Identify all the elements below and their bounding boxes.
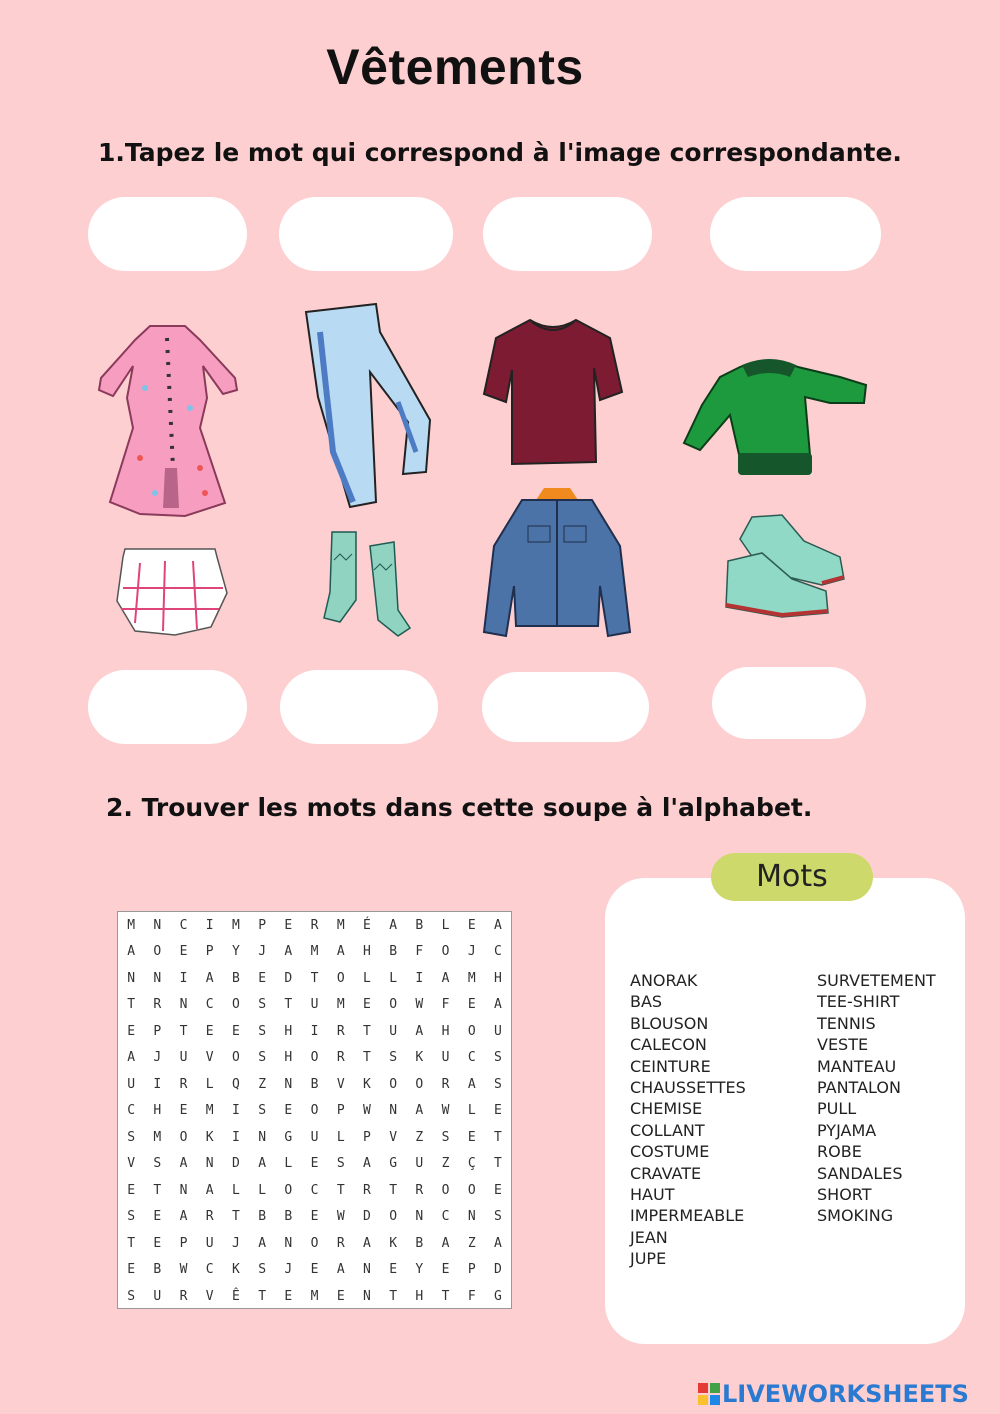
answer-box-2[interactable] (279, 197, 453, 271)
grid-letter[interactable]: E (310, 1262, 319, 1278)
grid-letter[interactable]: E (153, 1209, 162, 1225)
grid-letter[interactable]: E (494, 1182, 502, 1198)
grid-letter[interactable]: E (310, 1156, 319, 1172)
grid-letter[interactable]: Z (441, 1156, 450, 1172)
grid-letter[interactable]: K (415, 1050, 424, 1066)
word-item: MANTEAU (817, 1056, 897, 1076)
grid-letter[interactable]: O (389, 1076, 398, 1092)
grid-letter[interactable]: A (205, 970, 214, 986)
word-item: JEAN (630, 1227, 668, 1247)
grid-letter[interactable]: E (494, 1103, 502, 1119)
word-item: CHAUSSETTES (630, 1077, 746, 1097)
grid-letter[interactable]: E (258, 970, 267, 986)
grid-letter[interactable]: K (232, 1262, 240, 1278)
grid-letter[interactable]: N (258, 1129, 267, 1145)
word-item: CRAVATE (630, 1163, 702, 1183)
grid-letter[interactable]: Ê (232, 1288, 240, 1304)
grid-letter[interactable]: M (153, 1129, 162, 1145)
word-item: SMOKING (817, 1206, 894, 1226)
grid-letter[interactable]: H (153, 1103, 162, 1119)
grid-letter[interactable]: B (415, 917, 424, 933)
grid-letter[interactable]: O (467, 1023, 476, 1039)
page-title: Vêtements (326, 39, 584, 95)
socks-image (318, 530, 414, 640)
grid-letter[interactable]: O (232, 1050, 240, 1066)
grid-row (118, 1018, 511, 1045)
grid-letter[interactable]: É (363, 917, 371, 933)
grid-letter[interactable]: A (284, 944, 293, 960)
grid-letter[interactable]: C (467, 1050, 476, 1066)
grid-letter[interactable]: N (389, 1103, 398, 1119)
grid-letter[interactable]: S (127, 1209, 136, 1225)
question-2: 2. Trouver les mots dans cette soupe à l'alphabet. (106, 793, 813, 822)
grid-letter[interactable]: T (494, 1129, 502, 1145)
grid-letter[interactable]: N (363, 1262, 371, 1278)
word-item: CALECON (630, 1035, 707, 1055)
grid-letter[interactable]: A (258, 1235, 267, 1251)
grid-letter[interactable]: B (284, 1209, 293, 1225)
grid-letter[interactable]: T (127, 997, 136, 1013)
grid-letter[interactable]: N (205, 1156, 214, 1172)
grid-letter[interactable]: M (310, 944, 319, 960)
grid-letter[interactable]: C (441, 1209, 450, 1225)
grid-letter[interactable]: K (363, 1076, 371, 1092)
word-item: ANORAK (630, 971, 698, 990)
grid-letter[interactable]: I (232, 1103, 240, 1119)
grid-letter[interactable]: P (153, 1023, 162, 1039)
grid-letter[interactable]: R (363, 1182, 371, 1198)
word-item: COLLANT (630, 1120, 705, 1140)
grid-letter[interactable]: F (441, 997, 450, 1013)
grid-letter[interactable]: N (153, 970, 162, 986)
grid-letter[interactable]: P (467, 1262, 476, 1278)
grid-row (118, 1230, 511, 1257)
grid-letter[interactable]: O (284, 1182, 293, 1198)
grid-letter[interactable]: U (310, 1129, 319, 1145)
grid-letter[interactable]: A (258, 1156, 267, 1172)
grid-letter[interactable]: A (336, 1262, 345, 1278)
grid-letter[interactable]: N (153, 917, 162, 933)
word-item: TEE-SHIRT (817, 992, 900, 1012)
grid-letter[interactable]: V (205, 1050, 214, 1066)
sneakers-image (722, 513, 848, 621)
word-item: CHEMISE (630, 1099, 703, 1119)
grid-letter[interactable]: J (258, 944, 267, 960)
grid-letter[interactable]: O (179, 1129, 188, 1145)
grid-letter[interactable]: N (363, 1288, 371, 1304)
grid-letter[interactable]: T (179, 1023, 188, 1039)
footer-text: LIVEWORKSHEETS (722, 1380, 969, 1408)
grid-letter[interactable]: V (389, 1129, 398, 1145)
grid-letter[interactable]: T (363, 1050, 371, 1066)
grid-letter[interactable]: A (363, 1156, 371, 1172)
grid-letter[interactable]: T (363, 1023, 371, 1039)
grid-letter[interactable]: Y (232, 944, 240, 960)
word-item: IMPERMEABLE (630, 1206, 745, 1226)
answer-box-8[interactable] (712, 667, 866, 739)
jacket-image (482, 486, 632, 638)
grid-letter[interactable]: T (258, 1288, 267, 1304)
grid-letter[interactable]: R (179, 1076, 188, 1092)
grid-row (118, 992, 511, 1019)
grid-letter[interactable]: A (179, 1209, 188, 1225)
grid-letter[interactable]: S (336, 1156, 345, 1172)
grid-row (118, 1257, 511, 1284)
grid-letter[interactable]: O (232, 997, 240, 1013)
grid-letter[interactable]: E (232, 1023, 240, 1039)
grid-row (118, 1045, 511, 1072)
grid-letter[interactable]: U (153, 1288, 162, 1304)
grid-letter[interactable]: E (441, 1262, 450, 1278)
word-item: SURVETEMENT (817, 971, 936, 990)
grid-letter[interactable]: E (389, 1262, 398, 1278)
grid-letter[interactable]: C (205, 1262, 214, 1278)
grid-letter[interactable]: A (415, 1023, 424, 1039)
grid-letter[interactable]: M (127, 917, 136, 933)
grid-letter[interactable]: S (127, 1288, 136, 1304)
grid-letter[interactable]: K (205, 1129, 214, 1145)
grid-letter[interactable]: L (441, 917, 450, 933)
grid-row (118, 1071, 511, 1098)
grid-letter[interactable]: L (336, 1129, 345, 1145)
grid-letter[interactable]: O (441, 1182, 450, 1198)
word-item: PULL (817, 1099, 857, 1119)
grid-letter[interactable]: R (336, 1023, 345, 1039)
grid-letter[interactable]: S (494, 1050, 502, 1066)
grid-letter[interactable]: O (336, 970, 345, 986)
grid-letter[interactable]: L (363, 970, 371, 986)
grid-letter[interactable]: I (179, 970, 188, 986)
grid-letter[interactable]: C (310, 1182, 319, 1198)
grid-letter[interactable]: U (310, 997, 319, 1013)
grid-letter[interactable]: E (363, 997, 371, 1013)
grid-letter[interactable]: C (179, 917, 188, 933)
grid-letter[interactable]: E (284, 1103, 293, 1119)
grid-letter[interactable]: R (415, 1182, 424, 1198)
grid-letter[interactable]: P (179, 1235, 188, 1251)
grid-letter[interactable]: M (205, 1103, 214, 1119)
grid-letter[interactable]: N (179, 997, 188, 1013)
sweater-image (680, 355, 870, 485)
grid-letter[interactable]: A (415, 1103, 424, 1119)
dress-image (95, 318, 245, 518)
grid-letter[interactable]: U (179, 1050, 188, 1066)
grid-letter[interactable]: U (441, 1050, 450, 1066)
grid-letter[interactable]: A (441, 1235, 450, 1251)
grid-letter[interactable]: P (363, 1129, 371, 1145)
word-item: COSTUME (630, 1142, 710, 1162)
grid-letter[interactable]: E (467, 997, 476, 1013)
grid-letter[interactable]: K (389, 1235, 398, 1251)
skirt-image (115, 543, 229, 637)
grid-letter[interactable]: E (127, 1023, 136, 1039)
grid-letter[interactable]: S (258, 997, 267, 1013)
grid-letter[interactable]: N (284, 1235, 293, 1251)
grid-letter[interactable]: Y (415, 1262, 424, 1278)
grid-letter[interactable]: O (389, 1209, 398, 1225)
word-list-left (630, 970, 746, 1269)
grid-letter[interactable]: P (205, 944, 214, 960)
grid-letter[interactable]: R (310, 917, 319, 933)
grid-letter[interactable]: I (310, 1023, 319, 1039)
word-item: JUPE (630, 1249, 667, 1269)
question-1: 1.Tapez le mot qui correspond à l'image correspondante. (98, 138, 902, 167)
grid-letter[interactable]: O (153, 944, 162, 960)
answer-box-3[interactable] (483, 197, 652, 271)
grid-letter[interactable]: T (284, 997, 293, 1013)
grid-letter[interactable]: M (336, 997, 345, 1013)
grid-letter[interactable]: M (310, 1288, 319, 1304)
grid-letter[interactable]: Z (258, 1076, 267, 1092)
grid-letter[interactable]: A (494, 1235, 502, 1251)
grid-letter[interactable]: T (441, 1288, 450, 1304)
grid-letter[interactable]: R (153, 997, 162, 1013)
grid-letter[interactable]: N (179, 1182, 188, 1198)
answer-box-5[interactable] (88, 670, 247, 744)
grid-row (118, 1151, 511, 1178)
grid-letter[interactable]: Z (415, 1129, 424, 1145)
grid-letter[interactable]: M (336, 917, 345, 933)
grid-row (118, 939, 511, 966)
grid-letter[interactable]: M (232, 917, 240, 933)
grid-letter[interactable]: S (258, 1103, 267, 1119)
word-item: TENNIS (817, 1013, 876, 1033)
grid-letter[interactable]: R (205, 1209, 214, 1225)
grid-letter[interactable]: O (310, 1235, 319, 1251)
grid-letter[interactable]: S (441, 1129, 450, 1145)
grid-row (118, 965, 511, 992)
grid-letter[interactable]: C (494, 944, 502, 960)
grid-letter[interactable]: B (153, 1262, 162, 1278)
grid-letter[interactable]: L (389, 970, 398, 986)
grid-letter[interactable]: T (232, 1209, 240, 1225)
grid-letter[interactable]: W (179, 1262, 188, 1278)
grid-letter[interactable]: P (258, 917, 267, 933)
grid-letter[interactable]: A (127, 944, 136, 960)
words-tab: Mots (711, 853, 873, 901)
word-item: SANDALES (817, 1163, 903, 1183)
grid-letter[interactable]: C (127, 1103, 136, 1119)
grid-letter[interactable]: E (153, 1235, 162, 1251)
grid-letter[interactable]: E (205, 1023, 214, 1039)
grid-letter[interactable]: L (258, 1182, 267, 1198)
grid-letter[interactable]: S (153, 1156, 162, 1172)
word-item: PANTALON (817, 1077, 901, 1097)
grid-letter[interactable]: A (205, 1182, 214, 1198)
grid-letter[interactable]: B (310, 1076, 319, 1092)
grid-letter[interactable]: O (310, 1050, 319, 1066)
grid-letter[interactable]: R (179, 1288, 188, 1304)
grid-letter[interactable]: H (494, 970, 502, 986)
grid-letter[interactable]: W (363, 1103, 371, 1119)
grid-letter[interactable]: O (415, 1076, 424, 1092)
word-list-right (817, 970, 936, 1227)
grid-row (118, 1204, 511, 1231)
grid-letter[interactable]: G (389, 1156, 398, 1172)
grid-letter[interactable]: O (467, 1182, 476, 1198)
grid-letter[interactable]: S (258, 1023, 267, 1039)
grid-letter[interactable]: H (284, 1023, 293, 1039)
grid-letter[interactable]: I (205, 917, 214, 933)
grid-letter[interactable]: S (494, 1076, 502, 1092)
grid-letter[interactable]: E (127, 1182, 136, 1198)
footer-brand (698, 1380, 969, 1408)
grid-letter[interactable]: E (127, 1262, 136, 1278)
grid-letter[interactable]: B (415, 1235, 424, 1251)
grid-letter[interactable]: L (232, 1182, 240, 1198)
grid-letter[interactable]: S (258, 1050, 267, 1066)
grid-letter[interactable]: J (232, 1235, 240, 1251)
grid-letter[interactable]: D (494, 1262, 502, 1278)
grid-letter[interactable]: I (232, 1129, 240, 1145)
grid-letter[interactable]: G (284, 1129, 293, 1145)
grid-letter[interactable]: U (389, 1023, 398, 1039)
grid-letter[interactable]: L (467, 1103, 476, 1119)
word-item: BLOUSON (630, 1013, 709, 1033)
grid-letter[interactable]: T (310, 970, 319, 986)
grid-letter[interactable]: J (153, 1050, 162, 1066)
grid-letter[interactable]: H (363, 944, 371, 960)
grid-letter[interactable]: V (336, 1076, 345, 1092)
grid-row (118, 1177, 511, 1204)
grid-letter[interactable]: O (310, 1103, 319, 1119)
answer-box-6[interactable] (280, 670, 438, 744)
answer-box-7[interactable] (482, 672, 649, 742)
grid-letter[interactable]: R (336, 1050, 345, 1066)
grid-letter[interactable]: A (336, 944, 345, 960)
grid-letter[interactable]: G (494, 1288, 502, 1304)
grid-letter[interactable]: Ç (467, 1156, 476, 1172)
grid-letter[interactable]: A (441, 970, 450, 986)
grid-letter[interactable]: A (494, 917, 502, 933)
grid-letter[interactable]: S (258, 1262, 267, 1278)
word-item: VESTE (817, 1035, 869, 1055)
grid-letter[interactable]: L (284, 1156, 293, 1172)
grid-row (118, 912, 511, 939)
grid-letter[interactable]: U (494, 1023, 502, 1039)
word-item: HAUT (630, 1184, 675, 1204)
grid-letter[interactable]: V (127, 1156, 136, 1172)
grid-letter[interactable]: E (336, 1288, 345, 1304)
grid-letter[interactable]: W (336, 1209, 345, 1225)
grid-letter[interactable]: S (127, 1129, 136, 1145)
grid-letter[interactable]: B (258, 1209, 267, 1225)
grid-letter[interactable]: H (415, 1288, 424, 1304)
grid-letter[interactable]: J (284, 1262, 293, 1278)
grid-letter[interactable]: D (232, 1156, 240, 1172)
grid-letter[interactable]: H (284, 1050, 293, 1066)
word-item: PYJAMA (817, 1120, 877, 1140)
grid-letter[interactable]: T (153, 1182, 162, 1198)
grid-letter[interactable]: D (284, 970, 293, 986)
grid-letter[interactable]: I (153, 1076, 162, 1092)
grid-letter[interactable]: O (389, 997, 398, 1013)
grid-letter[interactable]: T (336, 1182, 345, 1198)
grid-letter[interactable]: W (415, 997, 424, 1013)
grid-letter[interactable]: A (494, 997, 502, 1013)
grid-letter[interactable]: E (310, 1209, 319, 1225)
grid-letter[interactable]: N (467, 1209, 476, 1225)
grid-letter[interactable]: A (127, 1050, 136, 1066)
word-item: SHORT (817, 1184, 872, 1204)
grid-letter[interactable]: F (467, 1288, 476, 1304)
tshirt-image (482, 316, 624, 470)
grid-letter[interactable]: U (415, 1156, 424, 1172)
grid-letter[interactable]: E (179, 1103, 188, 1119)
grid-letter[interactable]: W (441, 1103, 450, 1119)
grid-letter[interactable]: N (415, 1209, 424, 1225)
grid-letter[interactable]: B (232, 970, 240, 986)
grid-letter[interactable]: S (389, 1050, 398, 1066)
grid-letter[interactable]: F (415, 944, 424, 960)
grid-letter[interactable]: E (284, 1288, 293, 1304)
grid-letter[interactable]: D (363, 1209, 371, 1225)
grid-row (118, 1098, 511, 1125)
grid-letter[interactable]: E (467, 917, 476, 933)
grid-letter[interactable]: B (389, 944, 398, 960)
grid-letter[interactable]: T (127, 1235, 136, 1251)
grid-letter[interactable]: A (467, 1076, 476, 1092)
grid-letter[interactable]: Q (232, 1076, 240, 1092)
grid-letter[interactable]: M (467, 970, 476, 986)
word-item: CEINTURE (630, 1056, 711, 1076)
grid-letter[interactable]: E (284, 917, 293, 933)
word-search-grid[interactable] (117, 911, 512, 1309)
word-item: BAS (630, 992, 663, 1012)
grid-letter[interactable]: E (467, 1129, 476, 1145)
grid-letter[interactable]: N (127, 970, 136, 986)
grid-letter[interactable]: R (336, 1235, 345, 1251)
grid-letter[interactable]: L (205, 1076, 214, 1092)
answer-box-4[interactable] (710, 197, 881, 271)
grid-letter[interactable]: T (389, 1182, 398, 1198)
grid-letter[interactable]: Z (467, 1235, 476, 1251)
grid-letter[interactable]: P (336, 1103, 345, 1119)
grid-letter[interactable]: T (389, 1288, 398, 1304)
grid-letter[interactable]: A (389, 917, 398, 933)
grid-letter[interactable]: E (179, 944, 188, 960)
grid-letter[interactable]: A (363, 1235, 371, 1251)
grid-letter[interactable]: A (179, 1156, 188, 1172)
grid-letter[interactable]: J (467, 944, 476, 960)
grid-letter[interactable]: U (127, 1076, 136, 1092)
grid-letter[interactable]: S (494, 1209, 502, 1225)
grid-letter[interactable]: U (205, 1235, 214, 1251)
word-item: ROBE (817, 1142, 862, 1162)
grid-letter[interactable]: O (441, 944, 450, 960)
grid-letter[interactable]: V (205, 1288, 214, 1304)
grid-letter[interactable]: T (494, 1156, 502, 1172)
grid-letter[interactable]: H (441, 1023, 450, 1039)
liveworksheets-logo-icon (698, 1383, 720, 1405)
jeans-image (298, 302, 438, 512)
grid-row (118, 1283, 511, 1310)
grid-letter[interactable]: R (441, 1076, 450, 1092)
grid-letter[interactable]: I (415, 970, 424, 986)
grid-letter[interactable]: C (205, 997, 214, 1013)
answer-box-1[interactable] (88, 197, 247, 271)
grid-letter[interactable]: N (284, 1076, 293, 1092)
grid-row (118, 1124, 511, 1151)
